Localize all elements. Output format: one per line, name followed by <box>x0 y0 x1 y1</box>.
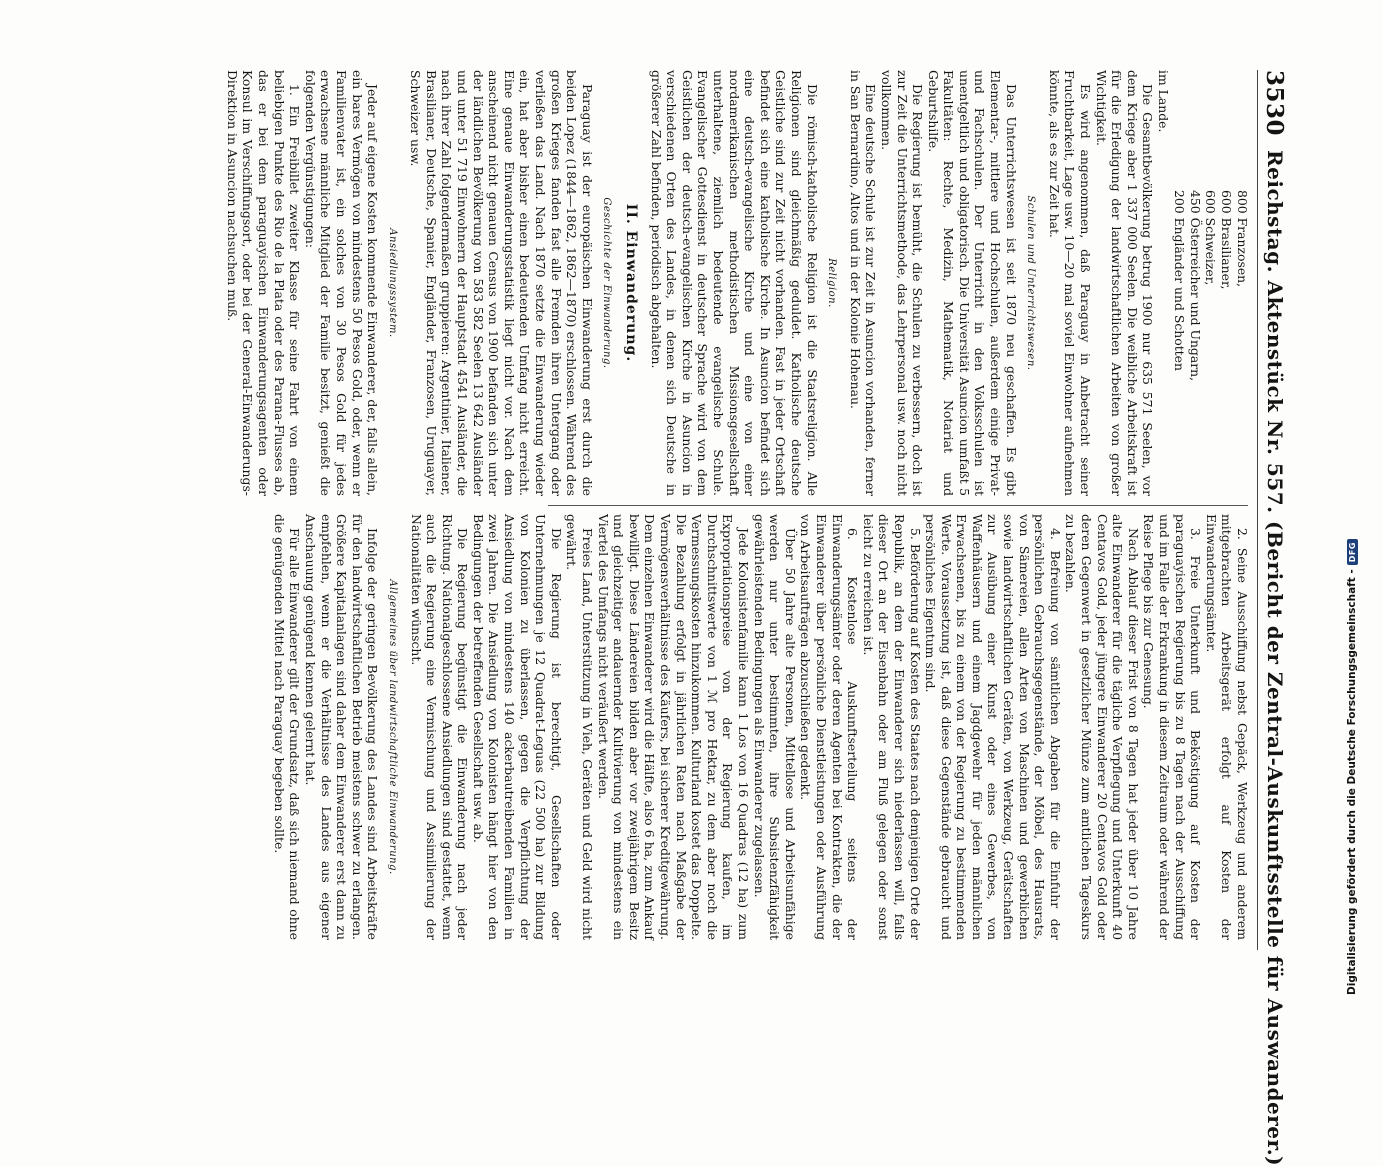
credit-text: Digitalisierung gefördert durch die Deutsche Forschungsgemeinschaft - <box>1346 569 1358 995</box>
paragraph: Die Regierung ist berechtigt, Gesellschaften oder Unternehmungen je 12 Quadrat-Leguas (22 500 ha) zur Bildung von Kolonien zu überlassen, gegen die Verpflichtung der Ansiedlung von mindestens 140 ackerbautreibenden Familien in zwei Jahren. Die Ansiedlung von Kolonisten hängt hier von den Bedingungen der betreffenden Gesellschaft usw. ab. <box>470 514 564 940</box>
paragraph: Die Regierung ist bemüht, die Schulen zu verbessern, doch ist zur Zeit die Unterrichtsmethode, das Lehrpersonal usw. noch nicht vollkommen. <box>878 70 926 496</box>
paragraph: 4. Befreiung von sämtlichen Abgaben für die Einfuhr der persönlichen Gebrauchsgegenstände, der Möbel, des Hausrats, von Sämereien, allen Arten von Maschinen und gewerblichen sowie landwirtschaftlichen Geräten, von Werkzeug, Gerätschaften zur Ausübung einer Kunst oder eines Gewerbes, von Waffenhäusern und einem Jagdgewehr für jeden männlichen Erwachsenen, bis zu einem von der Regierung zu bestimmenden Werte. Voraussetzung ist, daß diese Gegenstände gebraucht und persönliches Eigentum sind. <box>923 514 1063 940</box>
page-header <box>1257 70 1292 1166</box>
paragraph: im Lande. <box>1156 70 1172 133</box>
paragraph: Die römisch-katholische Religion ist die Staatsreligion. Alle Religionen sind gleichmäßig geduldet. Katholische deutsche Geistliche sind zur Zeit nicht vorhanden. Fast in jeder Ortschaft befindet sich eine katholische Kirche. In Asuncion befindet sich eine deutsch-evangelische Kirche und eine von einer nordamerikanischen methodistischen Missionsgesellschaft unterhaltene, ziemlich bedeutende evangelische Schule. Evangelischer Gottesdienst in deutscher Sprache wird von dem Geistlichen der deutsch-evangelischen Kirche in Asuncion in verschiedenen Orten des Landes, in denen sich Deutsche in größerer Zahl befinden, periodisch abgehalten. <box>648 70 820 496</box>
subheading-schools: Schulen und Unterrichtswesen. <box>1025 195 1037 371</box>
paragraph: Freies Land, Unterstützung in Vieh, Geräten und Geld wird nicht gewährt. <box>564 514 596 940</box>
paragraph: Infolge der geringen Bevölkerung des Landes sind Arbeitskräfte für den landwirtschaftlichen Betrieb meistens schwer zu erlangen. Größere Kapitalanlagen sind daher dem Einwanderer erst dann zu empfehlen, wenn er die Verhältnisse des Landes aus eigener Anschauung genügend kennen gelernt hat. <box>302 514 381 940</box>
subheading-history: Geschichte der Einwanderung. <box>601 197 613 369</box>
list-item: 600 Schweizer, <box>1203 190 1219 286</box>
list-item: 200 Engländer und Schotten <box>1171 190 1187 371</box>
paragraph: Es wird angenommen, daß Paraguay in Anbetracht seiner Fruchtbarkeit, Lage usw. 10—20 mal soviel Einwohner aufnehmen könnte, als es zur Zeit hat. <box>1046 70 1094 496</box>
page-number: 3530 <box>1261 70 1289 137</box>
paragraph: 5. Beförderung auf Kosten des Staates nach demjenigen Orte der Republik, an dem der Einwanderer sich niederlassen will, falls dieser Ort an der Eisenbahn oder am Fluß gelegen oder sonst leicht zu erreichen ist. <box>860 514 923 940</box>
paragraph: Jede Kolonistenfamilie kann 1 Los von 16 Quadras (12 ha) zum Expropriationspreise von der Regierung kaufen, im Durchschnittswerte von 1 ℳ pro Hektar, zu dem aber noch die Vermessungskosten hinzukommen. Kulturland kostet das Doppelte. Die Bezahlung erfolgt in jährlichen Raten nach Maßgabe der Vermögensverhältnisse des Käufers, bei sicherer Kreditgewährung. Dem einzelnen Einwanderer wird die Hälfte, also 6 ha, zum Ankauf bewilligt. Diese Ländereien bilden aber vor zweijährigem Besitz und gleichzeitiger andauernder Kultivierung von mindestens ein Viertel des Umfangs nicht veräußert werden. <box>595 514 751 940</box>
paragraph: 1. Ein Freibillet zweiter Klasse für seine Fahrt von einem beliebigen Punkte des Rio de la Plata oder des Parana-Flusses ab, das er bei dem paraguayischen Einwanderungsagenten oder Konsul im Verschiffungsort, oder bei der General-Einwanderungs-Direktion in Asuncion nachsuchen muß. <box>224 70 303 496</box>
list-item: 800 Franzosen, <box>1235 190 1250 288</box>
dfg-logo: DFG <box>1347 539 1358 565</box>
paragraph: Die Gesamtbevölkerung betrug 1900 nur 635 571 Seelen, vor dem Kriege aber 1 337 000 Seelen. Die weibliche Arbeitskraft ist für die Erledigung der landwirtschaftlichen Arbeiten von großer Wichtigkeit. <box>1093 70 1156 496</box>
paragraph: 3. Freie Unterkunft und Beköstigung auf Kosten der paraguayischen Regierung bis zu 8 Tagen nach der Ausschiffung und im Falle der Erkrankung in diesem Zeitraum oder während der Reise Pflege bis zur Genesung. <box>1141 514 1204 940</box>
population-list <box>1171 70 1250 496</box>
left-column <box>224 70 1250 496</box>
page-title: Reichstag. Aktenstück Nr. 557. (Bericht der Zentral-Auskunftsstelle für Auswanderer.) <box>1263 150 1287 1166</box>
column-divider <box>548 505 1248 506</box>
section-heading: II. Einwanderung. <box>623 203 640 363</box>
paragraph: 6. Kostenlose Auskunftserteilung seitens der Einwanderungsämter oder deren Agenten bei Kontrakten, die der Einwanderer über persönliche Dienstleistungen oder Ausführung von Arbeitsaufträgen abzuschließen gedenkt. <box>798 514 861 940</box>
list-item: 450 Österreicher und Ungarn, <box>1187 190 1203 382</box>
paragraph: Für alle Einwanderer gilt der Grundsatz, daß sich niemand ohne die genügenden Mittel nach Paraguay begeben sollte. <box>271 514 303 940</box>
subheading-agriculture: Allgemeines über landwirtschaftliche Einwanderung. <box>386 579 398 875</box>
paragraph: Paraguay ist der europäischen Einwanderung erst durch die beiden Lopez (1844—1862, 1862—1870) erschlossen. Während des großen Krieges fanden fast alle Fremden ihren Untergang oder verließen das Land. Nach 1870 setzte die Einwanderung wieder ein, hat aber bisher einen bedeutenden Umfang nicht erreicht. Eine genaue Einwanderungsstatistik liegt nicht vor. Nach dem anscheinend nicht genauen Census von 1900 befanden sich unter der ländlichen Bevölkerung von 583 582 Seelen 13 642 Ausländer und unter 51 719 Einwohnern der Hauptstadt 4541 Ausländer, die nach ihrer Zahl folgendermaßen gruppieren: Argentinier, Italiener, Brasilianer, Deutsche, Spanier, Engländer, Franzosen, Uruguayer, Schweizer usw. <box>408 70 595 496</box>
paragraph: Das Unterrichtswesen ist seit 1870 neu geschaffen. Es gibt Elementar-, mittlere und Hochschulen, außerdem einige Privat- und Fachschulen. Der Unterricht in den Volksschulen ist unentgeltlich und obligatorisch. Die Universität Asuncion umfaßt 5 Fakultäten: Rechte, Medizin, Mathematik, Notariat und Geburtshilfe. <box>925 70 1019 496</box>
paragraph: Nach Ablauf dieser Frist von 8 Tagen hat jeder über 10 Jahre alte Einwanderer für die tägliche Verpflegung und Unterkunft 40 Centavos Gold, jeder jüngere Einwanderer 20 Centavos Gold oder deren Gegenwert in gesetzlicher Münze zum amtlichen Tageskurs zu bezahlen. <box>1063 514 1141 940</box>
digitization-credit <box>1346 539 1358 995</box>
paragraph: Eine deutsche Schule ist zur Zeit in Asuncion vorhanden, ferner in San Bernardino, Altos und in der Kolonie Hohenau. <box>847 70 879 496</box>
paragraph: Jeder auf eigene Kosten kommende Einwanderer, der, falls allein, ein bares Vermögen von mindestens 50 Pesos Gold, oder, wenn er Familienvater ist, ein solches von 30 Pesos Gold für jedes erwachsene männliche Mitglied der Familie besitzt, genießt die folgenden Vergünstigungen: <box>302 70 381 496</box>
right-column <box>271 514 1250 940</box>
paragraph: Die Regierung begünstigt die Einwanderung nach jeder Richtung. Nationalgeschlossene Ansiedlungen sind gestattet, wenn auch die Regierung eine Vermischung und Assimilierung der Nationalitäten wünscht. <box>408 514 471 940</box>
paragraph: Über 50 Jahre alte Personen, Mittellose und Arbeitsunfähige werden nur unter bestimmten, ihre Subsistenzfähigkeit gewährleistenden Bedingungen als Einwanderer zugelassen. <box>751 514 798 940</box>
list-item: 600 Brasilianer, <box>1219 190 1235 290</box>
subheading-settlement: Ansiedlungssystem. <box>386 228 398 338</box>
subheading-religion: Religion. <box>826 258 838 308</box>
paragraph: 2. Seine Ausschiffung nebst Gepäck, Werkzeug und anderem mitgebrachten Arbeitsgerät erfolgt auf Kosten der Einwanderungsämter. <box>1203 514 1250 940</box>
